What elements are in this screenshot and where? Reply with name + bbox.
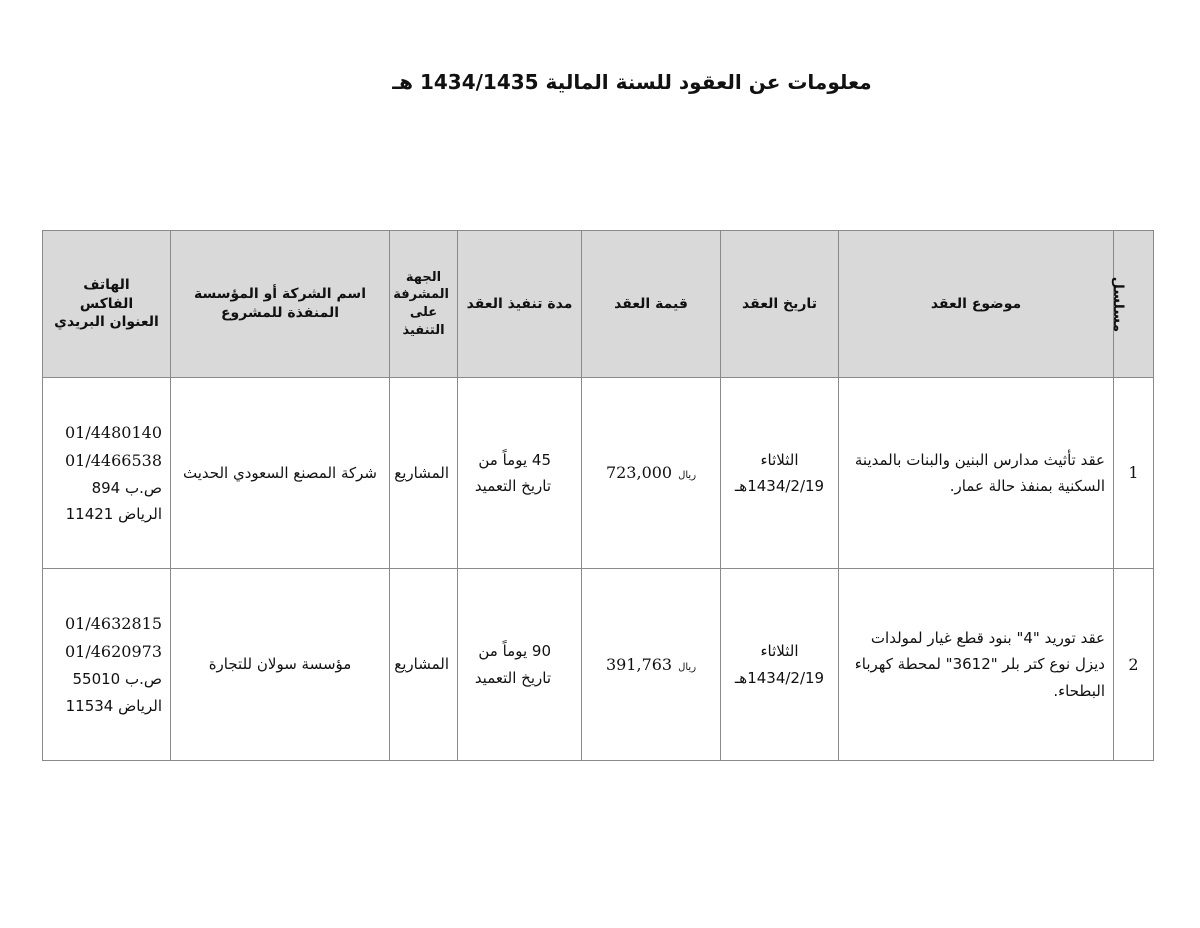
contracts-table [42, 230, 1154, 761]
cell-duration: 45 يوماً من تاريخ التعميد [458, 378, 582, 569]
cell-value: ريال391,763 [582, 569, 721, 761]
cell-date: الثلاثاء 1434/2/19هـ [721, 569, 839, 761]
cell-contact: 01/4632815 01/4620973 ص.ب 55010 الرياض 11534 [43, 569, 171, 761]
cell-subject: عقد تأثيث مدارس البنين والبنات بالمدينة السكنية بمنفذ حالة عمار. [839, 378, 1114, 569]
table-row [43, 569, 1154, 761]
cell-date: الثلاثاء 1434/2/19هـ [721, 378, 839, 569]
header-serial: مسلسل [1114, 231, 1154, 378]
cell-company: مؤسسة سولان للتجارة [171, 569, 390, 761]
table-header-row [43, 231, 1154, 378]
cell-subject: عقد توريد "4" بنود قطع غيار لمولدات ديزل نوع كتر بلر "3612" لمحطة كهرباء البطحاء. [839, 569, 1114, 761]
cell-duration: 90 يوماً من تاريخ التعميد [458, 569, 582, 761]
header-duration: مدة تنفيذ العقد [458, 231, 582, 378]
table-row [43, 378, 1154, 569]
cell-supervisor: المشاريع [390, 569, 458, 761]
cell-value: ريال723,000 [582, 378, 721, 569]
cell-company: شركة المصنع السعودي الحديث [171, 378, 390, 569]
header-contact: الهاتف الفاكس العنوان البريدي [43, 231, 171, 378]
header-company: اسم الشركة أو المؤسسة المنفذة للمشروع [171, 231, 390, 378]
header-supervisor: الجهة المشرفة على التنفيذ [390, 231, 458, 378]
header-date: تاريخ العقد [721, 231, 839, 378]
cell-supervisor: المشاريع [390, 378, 458, 569]
page-title: معلومات عن العقود للسنة المالية 1434/1435 هـ [392, 70, 872, 94]
header-value: قيمة العقد [582, 231, 721, 378]
cell-serial: 2 [1114, 569, 1154, 761]
cell-serial: 1 [1114, 378, 1154, 569]
header-subject: موضوع العقد [839, 231, 1114, 378]
cell-contact: 01/4480140 01/4466538 ص.ب 894 الرياض 11421 [43, 378, 171, 569]
